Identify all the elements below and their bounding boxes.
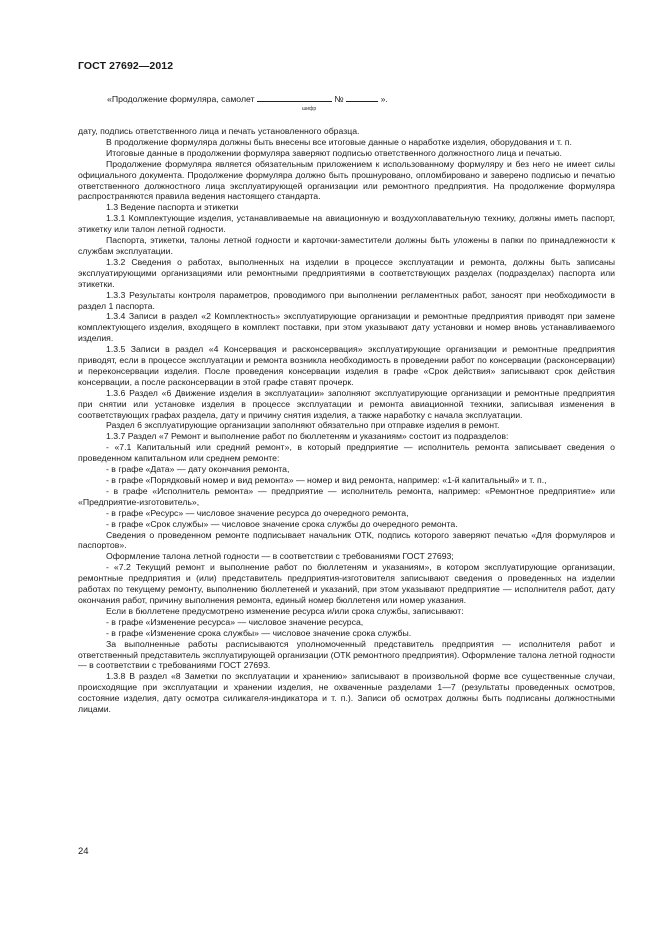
paragraph: - в графе «Изменение ресурса» — числовое значение ресурса, [106,616,364,627]
document-body [78,126,615,715]
paragraph: В продолжение формуляра должны быть внесены все итоговые данные о наработке изделия, оборудования и т. п. [106,136,572,147]
paragraph: Итоговые данные в продолжении формуляра заверяют подписью ответственного должностного лица и печатью. [106,147,562,158]
cipher-caption: шифр [302,106,317,112]
paragraph: Раздел 6 эксплуатирующие организации заполняют обязательно при отправке изделия в ремонт. [106,420,500,431]
form-line-suffix: ». [380,94,388,104]
paragraph: - в графе «Срок службы» — числовое значение срока службы до очередного ремонта. [106,518,458,529]
paragraph: - в графе «Дата» — дату окончания ремонта, [106,464,290,475]
page-number: 24 [78,846,89,857]
paragraph: 1.3.6 Раздел «6 Движение изделия в эксплуатации» заполняют эксплуатирующие организации и ремонтные предприятия при снятии или установке изделия в процессе эксплуатации и ремонта авиационной техники, записывая изменения в соответствующих графах раздела, дату и причину снятия изделия, а также наработку с начала эксплуатации. [78,387,615,420]
paragraph: Если в бюллетене предусмотрено изменение ресурса и/или срока службы, записывают: [106,605,464,616]
paragraph: - в графе «Изменение срока службы» — числовое значение срока службы. [106,627,412,638]
aircraft-number-blank [346,93,378,102]
paragraph: - в графе «Порядковый номер и вид ремонта» — номер и вид ремонта, например: «1-й капитальный» и т. п., [106,475,547,485]
paragraph: За выполненные работы расписываются уполномоченный представитель предприятия — исполнителя работ и ответственный представитель эксплуатирующей организации (ОТК ремонтного предприятия). Оформление талона летной годности — в соответствии с требованиями ГОСТ 27693. [78,638,615,671]
paragraph: - в графе «Исполнитель ремонта» — предприятие — исполнитель ремонта, например: «Ремонтное предприятие» или «Предприятие-изготовитель», [78,485,615,507]
paragraph: - «7.1 Капитальный или средний ремонт», в который предприятие — исполнитель ремонта записывает сведения о проведенном капитальном или среднем ремонте: [78,442,615,464]
paragraph: 1.3 Ведение паспорта и этикетки [106,202,239,213]
form-continuation-line [107,93,388,104]
paragraph: 1.3.1 Комплектующие изделия, устанавливаемые на авиационную и воздухоплавательную технику, должны иметь паспорт, этикетку или талон летной годности. [78,213,615,235]
paragraph: 1.3.8 В раздел «8 Заметки по эксплуатации и хранению» записывают в произвольной форме все существенные случаи, происходящие при эксплуатации и хранении изделия, не охваченные разделами 1—7 (результаты проведенных осмотров, состояние изделия, дату осмотра силикагеля-индикатора и т. п.). Записи об осмотрах должны быть подписаны должностными лицами. [78,671,615,715]
paragraph: - «7.2 Текущий ремонт и выполнение работ по бюллетеням и указаниям», в котором эксплуатирующие организации, ремонтные предприятия и (или) представитель предприятия-изготовителя записывают сведения о проведенных на изделии работах по текущему ремонту, выполнению бюллетеней и указаний, при этом указывают предприятие — исполнителя работ, дату окончания работ, причину выполнения ремонта, единый номер бюллетеня или номер указания. [78,562,615,605]
paragraph: 1.3.2 Сведения о работах, выполненных на изделии в процессе эксплуатации и ремонта, должны быть записаны эксплуатирующими организациями или ремонтными предприятиями в соответствующих разделах (подразделах) паспорта или этикетки. [78,256,615,289]
paragraph: 1.3.7 Раздел «7 Ремонт и выполнение работ по бюллетеням и указаниям» состоит из подразделов: [106,431,509,442]
paragraph: - в графе «Ресурс» — числовое значение ресурса до очередного ремонта, [106,507,409,518]
paragraph: 1.3.3 Результаты контроля параметров, проводимого при выполнении регламентных работ, заносят при необходимости в раздел 1 паспорта. [78,289,615,311]
paragraph: Продолжение формуляра является обязательным приложением к использованному формуляру и без него не имеет силы официального документа. Продолжение формуляра должно быть прошнуровано, опломбировано и заверено подписью и печатью ответственного должностного лица эксплуатирующей организации или ремонтного предприятия. На продолжение формуляра распространяются правила ведения настоящего стандарта. [78,158,615,202]
paragraph: Оформление талона летной годности — в соответствии с требованиями ГОСТ 27693; [106,551,454,562]
document-header: ГОСТ 27692—2012 [78,60,174,72]
paragraph: 1.3.4 Записи в раздел «2 Комплектность» эксплуатирующие организации и ремонтные предприятия приводят при замене комплектующего изделия, входящего в комплект поставки, при этом указывают дату установки и номер вновь устанавливаемого изделия. [78,311,615,344]
paragraph: Паспорта, этикетки, талоны летной годности и карточки-заместители должны быть уложены в папки по принадлежности к службам эксплуатации. [78,235,615,256]
number-sign: № [334,94,344,104]
paragraph: Сведения о проведенном ремонте подписывает начальник ОТК, подпись которого заверяют печатью «Для формуляров и паспортов». [78,529,615,551]
form-line-prefix: «Продолжение формуляра, самолет [107,94,255,104]
aircraft-code-blank [257,93,332,102]
paragraph: 1.3.5 Записи в раздел «4 Консервация и расконсервация» эксплуатирующие организации и ремонтные предприятия приводят, если в процессе эксплуатации и ремонта возникла необходимость в проведении работ по консервации (расконсервации) и переконсервации изделия. После проведения консервации изделия в графе «Срок действия» записывают срок действия консервации, а после расконсервации в этой графе ставят прочерк. [78,344,615,387]
paragraph: дату, подпись ответственного лица и печать установленного образца. [78,126,360,136]
